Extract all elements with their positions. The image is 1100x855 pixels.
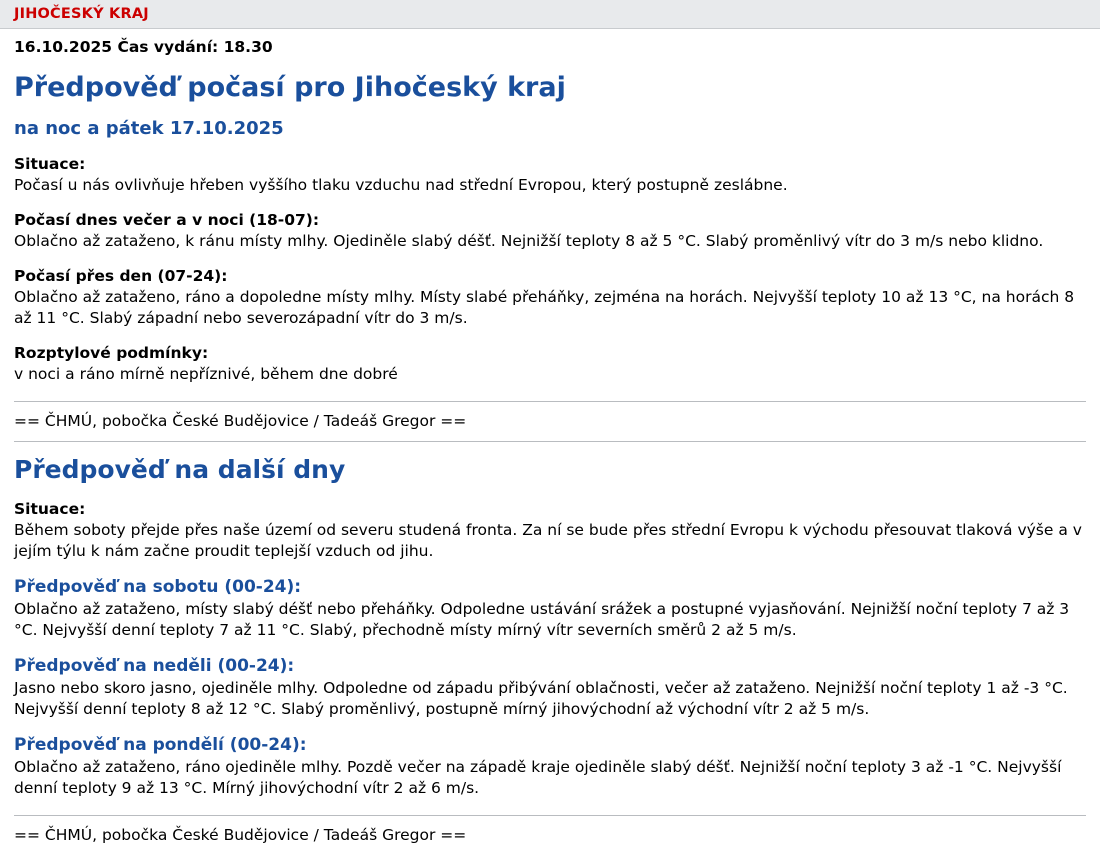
- daytime-heading: Počasí přes den (07-24):: [14, 267, 228, 285]
- outlook-day-heading: Předpověď na pondělí (00-24):: [14, 735, 307, 755]
- page-subtitle: na noc a pátek 17.10.2025: [14, 118, 284, 139]
- outlook-situation-text: Během soboty přejde přes naše území od severu studená fronta. Za ní se bude přes střední Evropu k východu přesouvat tlaková výše a v jejím týlu k nám začne proudit teplejší vzduch od jihu.: [14, 521, 1082, 560]
- outlook-day-text: Oblačno až zataženo, místy slabý déšť nebo přeháňky. Odpoledne ustávání srážek a postupné vyjasňování. Nejnižší noční teploty 7 až 3 °C. Nejvyšší denní teploty 7 až 11 °C. Slabý, přechodně místy mírný vítr severních směrů 2 až 5 m/s.: [14, 600, 1070, 639]
- dispersion-heading: Rozptylové podmínky:: [14, 344, 209, 362]
- page-title: Předpověď počasí pro Jihočeský kraj: [14, 72, 566, 103]
- situation-text: Počasí u nás ovlivňuje hřeben vyššího tlaku vzduchu nad střední Evropou, který postupně zeslábne.: [14, 176, 788, 194]
- daytime-text: Oblačno až zataženo, ráno a dopoledne místy mlhy. Místy slabé přeháňky, zejména na horách. Nejvyšší teploty 10 až 13 °C, na horách 8 až 11 °C. Slabý západní nebo severozápadní vítr do 3 m/s.: [14, 288, 1075, 327]
- forecast-signature: == ČHMÚ, pobočka České Budějovice / Tadeáš Gregor ==: [14, 402, 1086, 442]
- outlook-day-text: Oblačno až zataženo, ráno ojediněle mlhy. Pozdě večer na západě kraje ojediněle slabý déšť. Nejnižší noční teploty 3 až -1 °C. Nejvyšší denní teploty 9 až 13 °C. Mírný jihovýchodní vítr 2 až 6 m/s.: [14, 758, 1062, 797]
- region-title: JIHOČESKÝ KRAJ: [14, 6, 149, 22]
- outlook-title: Předpověď na další dny: [14, 455, 346, 484]
- outlook-day-block: [14, 655, 1086, 720]
- dispersion-conditions-block: [14, 343, 1086, 385]
- document-content: [0, 38, 1100, 855]
- tonight-block: [14, 210, 1086, 252]
- daytime-block: [14, 266, 1086, 329]
- issue-datetime: 16.10.2025 Čas vydání: 18.30: [14, 38, 273, 56]
- outlook-signature: == ČHMÚ, pobočka České Budějovice / Tadeáš Gregor ==: [14, 826, 467, 844]
- situation-block: [14, 154, 1086, 196]
- outlook-day-block: [14, 576, 1086, 641]
- outlook-day-heading: Předpověď na neděli (00-24):: [14, 656, 295, 676]
- situation-heading: Situace:: [14, 155, 86, 173]
- dispersion-text: v noci a ráno mírně nepříznivé, během dne dobré: [14, 365, 398, 383]
- outlook-day-text: Jasno nebo skoro jasno, ojediněle mlhy. Odpoledne od západu přibývání oblačnosti, večer až zataženo. Nejnižší noční teploty 1 až -3 °C. Nejvyšší denní teploty 8 až 12 °C. Slabý proměnlivý, postupně mírný jihovýchodní až východní vítr 2 až 5 m/s.: [14, 679, 1068, 718]
- tonight-heading: Počasí dnes večer a v noci (18-07):: [14, 211, 320, 229]
- outlook-day-heading: Předpověď na sobotu (00-24):: [14, 577, 302, 597]
- outlook-situation-block: [14, 499, 1086, 562]
- outlook-day-block: [14, 734, 1086, 799]
- outlook-situation-heading: Situace:: [14, 500, 86, 518]
- region-header-bar: [0, 0, 1100, 29]
- tonight-text: Oblačno až zataženo, k ránu místy mlhy. Ojediněle slabý déšť. Nejnižší teploty 8 až 5 °C. Slabý proměnlivý vítr do 3 m/s nebo klidno.: [14, 232, 1044, 250]
